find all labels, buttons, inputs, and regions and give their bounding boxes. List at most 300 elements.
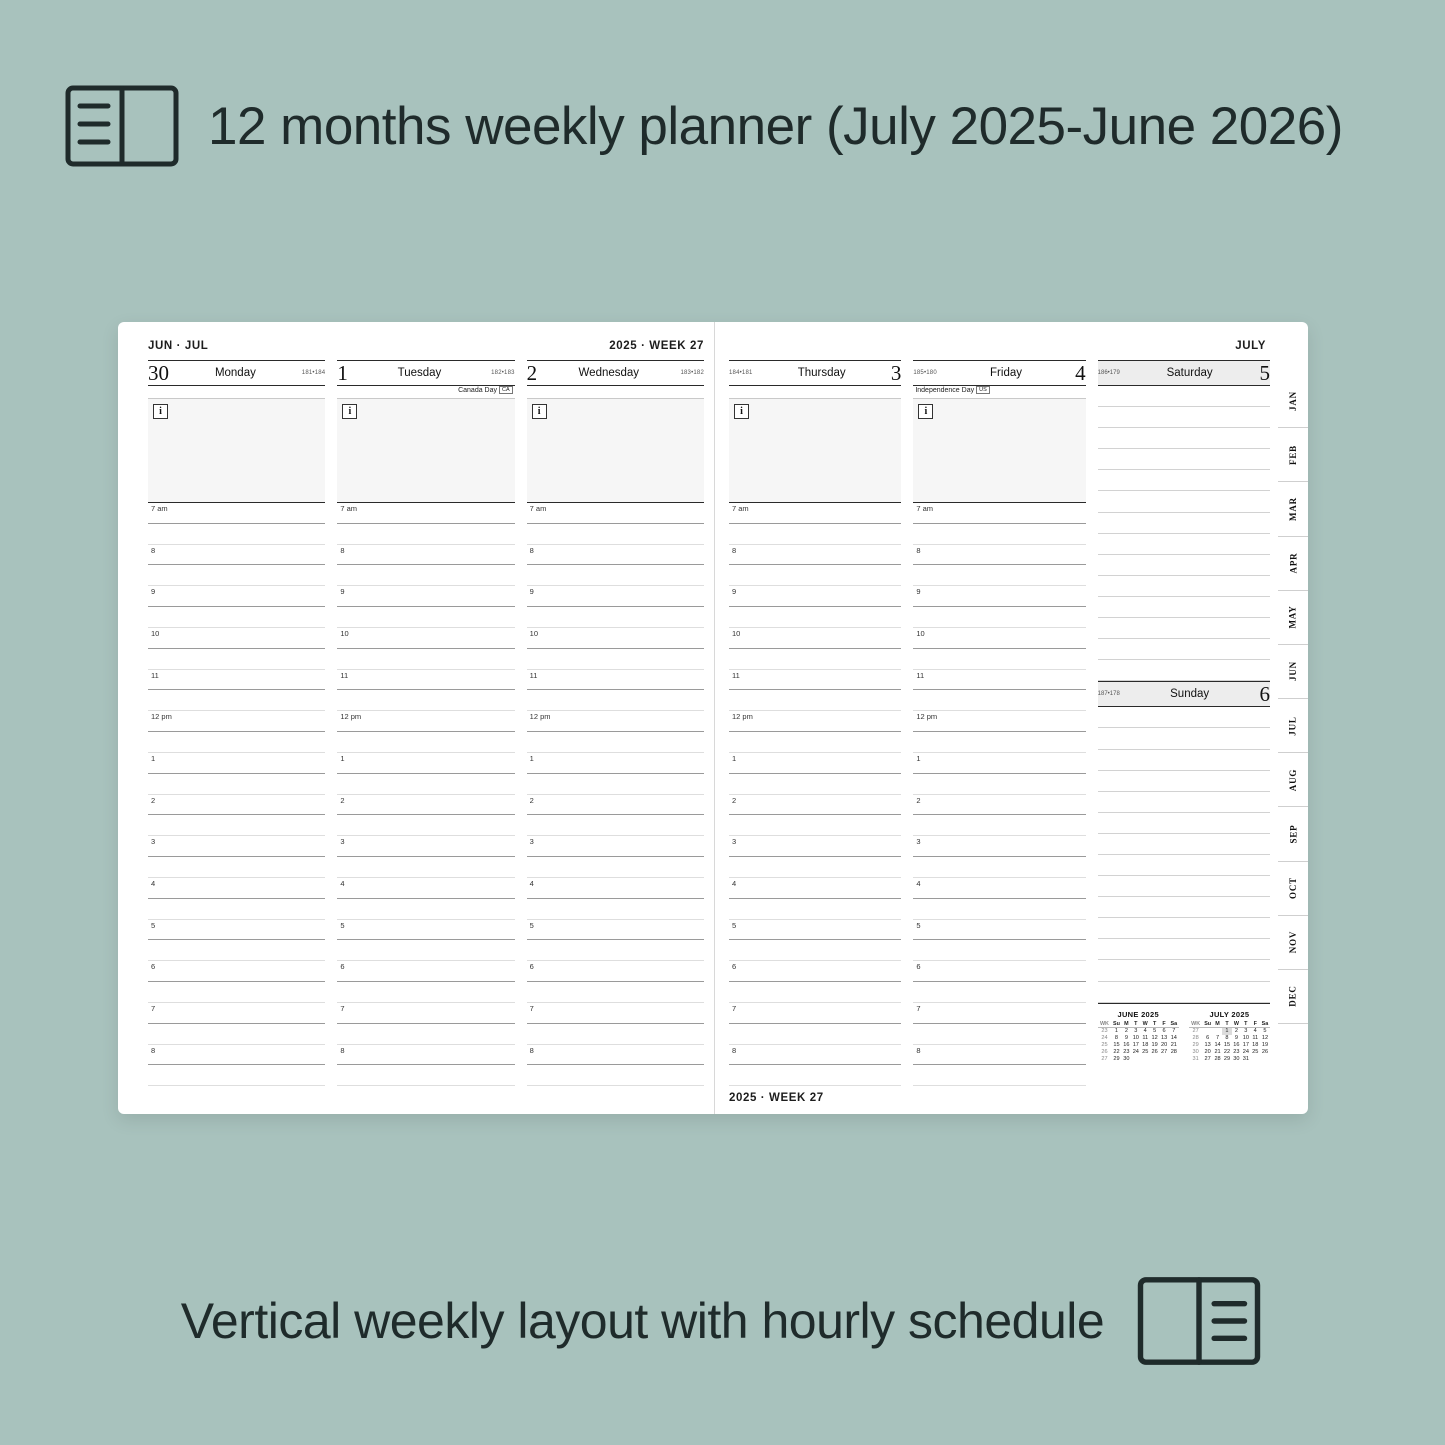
month-tab-label: JAN	[1288, 390, 1298, 411]
half-hour-slot[interactable]	[337, 857, 514, 878]
writing-line[interactable]	[1098, 597, 1270, 618]
hour-grid-thursday[interactable]	[729, 503, 901, 1086]
hour-slot[interactable]	[148, 1045, 325, 1066]
mini-calendar-header-cell: F	[1159, 1021, 1168, 1028]
mini-calendar-day: 16	[1233, 1042, 1240, 1049]
mini-calendar-day: 25	[1142, 1049, 1149, 1056]
hour-slot[interactable]	[337, 795, 514, 816]
half-hour-slot[interactable]	[913, 565, 1085, 586]
mini-calendar-day	[1150, 1056, 1159, 1063]
hour-slot[interactable]	[729, 670, 901, 691]
month-tab-nov[interactable]	[1278, 916, 1308, 970]
hour-slot[interactable]	[913, 753, 1085, 774]
half-hour-slot[interactable]	[527, 524, 704, 545]
mini-calendar-day: 7	[1215, 1034, 1220, 1041]
writing-line[interactable]	[1098, 813, 1270, 834]
hour-slot[interactable]	[527, 878, 704, 899]
holiday-row-thursday	[729, 386, 901, 399]
hour-slot[interactable]	[337, 878, 514, 899]
left-page-header-week: 2025 · WEEK 27	[609, 340, 704, 352]
month-tab-sep[interactable]	[1278, 807, 1308, 861]
half-hour-slot[interactable]	[729, 982, 901, 1003]
hour-slot[interactable]	[337, 670, 514, 691]
half-hour-slot[interactable]	[527, 732, 704, 753]
hour-slot[interactable]	[148, 628, 325, 649]
half-hour-slot[interactable]	[913, 815, 1085, 836]
hour-label: 3	[151, 837, 156, 847]
writing-line[interactable]	[1098, 428, 1270, 449]
hour-slot[interactable]	[729, 1045, 901, 1066]
half-hour-slot[interactable]	[729, 857, 901, 878]
half-hour-slot[interactable]	[913, 774, 1085, 795]
hour-slot[interactable]	[527, 670, 704, 691]
half-hour-slot[interactable]	[527, 857, 704, 878]
half-hour-slot[interactable]	[913, 899, 1085, 920]
hour-slot[interactable]	[729, 795, 901, 816]
mini-calendar-day: 14	[1214, 1042, 1221, 1049]
half-hour-slot[interactable]	[337, 940, 514, 961]
half-hour-slot[interactable]	[729, 1065, 901, 1086]
hour-slot[interactable]	[337, 961, 514, 982]
writing-line[interactable]	[1098, 728, 1270, 749]
mini-calendar-week-row	[1098, 1035, 1179, 1042]
notes-area-friday[interactable]	[913, 399, 1085, 503]
hour-label: 4	[340, 878, 345, 888]
hour-label: 2	[529, 795, 534, 805]
hour-slot[interactable]	[913, 545, 1085, 566]
day-number-tuesday: 1	[337, 360, 348, 385]
mini-calendar-week-row	[1098, 1049, 1179, 1056]
hour-slot[interactable]	[527, 586, 704, 607]
hour-slot[interactable]	[913, 711, 1085, 732]
hour-label: 9	[151, 587, 156, 597]
month-tab-dec[interactable]	[1278, 970, 1308, 1024]
half-hour-slot[interactable]	[729, 524, 901, 545]
mini-calendar-day: 29	[1113, 1056, 1120, 1063]
hour-label: 3	[340, 837, 345, 847]
hour-slot[interactable]	[148, 503, 325, 524]
writing-line[interactable]	[1098, 386, 1270, 407]
half-hour-slot[interactable]	[148, 649, 325, 670]
half-hour-slot[interactable]	[729, 774, 901, 795]
half-hour-slot[interactable]	[913, 940, 1085, 961]
writing-line[interactable]	[1098, 960, 1270, 981]
half-hour-slot[interactable]	[337, 982, 514, 1003]
month-tab-feb[interactable]	[1278, 428, 1308, 482]
hour-slot[interactable]	[148, 753, 325, 774]
hour-label: 4	[151, 878, 156, 888]
hour-slot[interactable]	[527, 753, 704, 774]
mini-calendar-day: 30	[1233, 1056, 1240, 1063]
mini-calendar-header-cell: M	[1122, 1021, 1131, 1028]
hour-label: 4	[916, 878, 921, 888]
day-column-friday[interactable]	[913, 360, 1085, 1086]
mini-calendar-day: 24	[1132, 1049, 1139, 1056]
mini-calendar-day: 13	[1160, 1034, 1168, 1041]
day-name-saturday: Saturday	[1166, 367, 1213, 379]
mini-calendar-header-cell: Su	[1113, 1020, 1120, 1027]
month-tab-may[interactable]	[1278, 591, 1308, 645]
half-hour-slot[interactable]	[729, 732, 901, 753]
mini-calendar-day: 22	[1223, 1049, 1231, 1056]
day-header-saturday	[1098, 360, 1270, 386]
day-column-weekend[interactable]	[1098, 360, 1270, 1086]
half-hour-slot[interactable]	[527, 565, 704, 586]
writing-line[interactable]	[1098, 855, 1270, 876]
mini-calendar-header-cell: WK	[1189, 1021, 1203, 1028]
hour-slot[interactable]	[148, 545, 325, 566]
hour-label: 8	[529, 1045, 534, 1055]
planner-spread	[118, 322, 1308, 1114]
hour-label: 3	[916, 837, 921, 847]
mini-calendar-day: 9	[1124, 1034, 1128, 1041]
writing-line[interactable]	[1098, 771, 1270, 792]
half-hour-slot[interactable]	[337, 774, 514, 795]
hour-slot[interactable]	[729, 753, 901, 774]
half-hour-slot[interactable]	[527, 1024, 704, 1045]
half-hour-slot[interactable]	[729, 565, 901, 586]
month-tab-label: MAR	[1288, 496, 1298, 521]
month-tab-jun[interactable]	[1278, 645, 1308, 699]
writing-line[interactable]	[1098, 707, 1270, 728]
half-hour-slot[interactable]	[913, 607, 1085, 628]
mini-calendar-week-number: 31	[1192, 1056, 1199, 1063]
mini-calendar-week-row	[1189, 1049, 1270, 1056]
writing-line[interactable]	[1098, 534, 1270, 555]
half-hour-slot[interactable]	[337, 690, 514, 711]
holiday-region-tuesday: CA	[499, 386, 513, 394]
writing-line[interactable]	[1098, 918, 1270, 939]
writing-line[interactable]	[1098, 449, 1270, 470]
writing-line[interactable]	[1098, 750, 1270, 771]
half-hour-slot[interactable]	[729, 649, 901, 670]
writing-line[interactable]	[1098, 660, 1270, 681]
hour-slot[interactable]	[337, 711, 514, 732]
half-hour-slot[interactable]	[527, 690, 704, 711]
day-ordinals-thursday: 184•181	[729, 370, 753, 376]
hour-slot[interactable]	[337, 920, 514, 941]
hour-slot[interactable]	[337, 545, 514, 566]
hour-slot[interactable]	[148, 795, 325, 816]
half-hour-slot[interactable]	[148, 565, 325, 586]
hour-slot[interactable]	[913, 670, 1085, 691]
half-hour-slot[interactable]	[148, 774, 325, 795]
half-hour-slot[interactable]	[337, 732, 514, 753]
hour-slot[interactable]	[337, 503, 514, 524]
hour-label: 8	[151, 1045, 156, 1055]
writing-line[interactable]	[1098, 555, 1270, 576]
hour-label: 7 am	[340, 504, 358, 513]
hour-label: 10	[151, 628, 160, 638]
half-hour-slot[interactable]	[913, 649, 1085, 670]
open-book-icon	[62, 78, 182, 174]
writing-line[interactable]	[1098, 897, 1270, 918]
hour-label: 12 pm	[732, 712, 753, 722]
hour-slot[interactable]	[729, 920, 901, 941]
hour-slot[interactable]	[913, 1003, 1085, 1024]
hour-label: 6	[340, 962, 345, 972]
hour-slot[interactable]	[337, 628, 514, 649]
mini-calendar-week-number: 30	[1192, 1049, 1199, 1056]
half-hour-slot[interactable]	[148, 524, 325, 545]
half-hour-slot[interactable]	[337, 815, 514, 836]
hour-slot[interactable]	[148, 670, 325, 691]
hour-slot[interactable]	[913, 836, 1085, 857]
half-hour-slot[interactable]	[148, 1065, 325, 1086]
mini-calendar-day: 9	[1234, 1034, 1238, 1041]
hour-label: 7 am	[151, 504, 168, 513]
mini-calendar-day: 19	[1151, 1042, 1158, 1049]
half-hour-slot[interactable]	[527, 899, 704, 920]
day-column-thursday[interactable]	[729, 360, 901, 1086]
hour-slot[interactable]	[337, 1003, 514, 1024]
hour-slot[interactable]	[729, 836, 901, 857]
hour-slot[interactable]	[337, 586, 514, 607]
hour-slot[interactable]	[527, 545, 704, 566]
half-hour-slot[interactable]	[913, 1024, 1085, 1045]
hour-label: 8	[340, 1045, 345, 1055]
writing-line[interactable]	[1098, 876, 1270, 897]
mini-calendar-day: 1	[1114, 1027, 1119, 1034]
day-number-wednesday: 2	[526, 360, 538, 385]
hour-slot[interactable]	[913, 920, 1085, 941]
hour-slot[interactable]	[527, 961, 704, 982]
day-column-monday[interactable]	[148, 360, 325, 1086]
hour-label: 5	[916, 920, 921, 930]
hour-slot[interactable]	[729, 878, 901, 899]
hour-label: 9	[732, 587, 737, 597]
mini-calendar-day: 17	[1242, 1042, 1249, 1049]
half-hour-slot[interactable]	[337, 1024, 514, 1045]
half-hour-slot[interactable]	[729, 940, 901, 961]
planner-left-page	[118, 322, 714, 1114]
day-header-monday	[148, 360, 325, 386]
mini-calendar-header-cell: W	[1232, 1021, 1241, 1028]
month-tab-index[interactable]	[1278, 374, 1308, 1024]
half-hour-slot[interactable]	[527, 815, 704, 836]
half-hour-slot[interactable]	[337, 899, 514, 920]
month-tab-oct[interactable]	[1278, 862, 1308, 916]
month-tab-mar[interactable]	[1278, 482, 1308, 536]
half-hour-slot[interactable]	[148, 982, 325, 1003]
mini-calendar-day: 21	[1214, 1049, 1221, 1056]
hour-slot[interactable]	[729, 586, 901, 607]
hour-slot[interactable]	[913, 503, 1085, 524]
hour-label: 8	[529, 545, 534, 555]
hour-slot[interactable]	[913, 1045, 1085, 1066]
half-hour-slot[interactable]	[729, 899, 901, 920]
hour-slot[interactable]	[148, 836, 325, 857]
hour-slot[interactable]	[148, 878, 325, 899]
page-subtitle: Vertical weekly layout with hourly schedule	[180, 1293, 1105, 1349]
mini-calendar-day	[1202, 1027, 1212, 1035]
hour-slot[interactable]	[527, 503, 704, 524]
hour-slot[interactable]	[729, 1003, 901, 1024]
hour-label: 6	[529, 962, 534, 972]
mini-calendar-week-row	[1098, 1042, 1179, 1049]
writing-line[interactable]	[1098, 407, 1270, 428]
half-hour-slot[interactable]	[527, 649, 704, 670]
notes-area-monday[interactable]	[148, 399, 325, 503]
mini-calendar-header-cell: T	[1241, 1021, 1250, 1028]
hour-slot[interactable]	[729, 503, 901, 524]
month-tab-aug[interactable]	[1278, 753, 1308, 807]
writing-line[interactable]	[1098, 491, 1270, 512]
hour-slot[interactable]	[148, 961, 325, 982]
hour-slot[interactable]	[527, 1003, 704, 1024]
half-hour-slot[interactable]	[913, 857, 1085, 878]
notes-area-thursday[interactable]	[729, 399, 901, 503]
mini-calendar-week-number: 24	[1101, 1034, 1108, 1041]
mini-calendar-day: 21	[1170, 1042, 1177, 1049]
hour-slot[interactable]	[913, 795, 1085, 816]
half-hour-slot[interactable]	[148, 815, 325, 836]
half-hour-slot[interactable]	[148, 940, 325, 961]
mini-calendar-day: 23	[1233, 1049, 1240, 1056]
hour-slot[interactable]	[729, 711, 901, 732]
half-hour-slot[interactable]	[729, 690, 901, 711]
day-ordinals-wednesday: 183•182	[680, 370, 704, 376]
hour-slot[interactable]	[148, 586, 325, 607]
writing-line[interactable]	[1098, 513, 1270, 534]
writing-line[interactable]	[1098, 834, 1270, 855]
month-tab-label: FEB	[1288, 444, 1298, 465]
half-hour-slot[interactable]	[337, 1065, 514, 1086]
hour-slot[interactable]	[527, 920, 704, 941]
month-tab-jan[interactable]	[1278, 374, 1308, 428]
hour-slot[interactable]	[913, 628, 1085, 649]
writing-line[interactable]	[1098, 639, 1270, 660]
half-hour-slot[interactable]	[913, 982, 1085, 1003]
hour-slot[interactable]	[337, 1045, 514, 1066]
hour-label: 8	[916, 545, 921, 555]
half-hour-slot[interactable]	[337, 524, 514, 545]
mini-calendar-day: 5	[1263, 1027, 1267, 1034]
right-page-footer: 2025 · WEEK 27	[729, 1092, 824, 1104]
day-name-friday: Friday	[990, 367, 1022, 379]
hour-slot[interactable]	[148, 920, 325, 941]
day-number-thursday: 3	[890, 360, 902, 385]
half-hour-slot[interactable]	[527, 982, 704, 1003]
hour-slot[interactable]	[913, 961, 1085, 982]
half-hour-slot[interactable]	[913, 524, 1085, 545]
hour-slot[interactable]	[527, 836, 704, 857]
day-column-wednesday[interactable]	[527, 360, 704, 1086]
day-header-tuesday	[337, 360, 514, 386]
half-hour-slot[interactable]	[148, 732, 325, 753]
hour-grid-monday[interactable]	[148, 503, 325, 1086]
half-hour-slot[interactable]	[337, 607, 514, 628]
hour-grid-friday[interactable]	[913, 503, 1085, 1086]
hour-label: 7 am	[916, 504, 934, 513]
hour-label: 6	[732, 962, 737, 972]
notes-area-tuesday[interactable]	[337, 399, 514, 503]
hour-label: 11	[916, 670, 925, 680]
half-hour-slot[interactable]	[148, 899, 325, 920]
hour-label: 11	[340, 670, 349, 680]
hour-slot[interactable]	[527, 628, 704, 649]
mini-calendar-day: 7	[1172, 1027, 1176, 1034]
month-tab-jul[interactable]	[1278, 699, 1308, 753]
hour-label: 2	[340, 795, 345, 805]
writing-line[interactable]	[1098, 470, 1270, 491]
writing-line[interactable]	[1098, 982, 1270, 1003]
day-header-thursday	[729, 360, 901, 386]
half-hour-slot[interactable]	[527, 774, 704, 795]
saturday-writing-lines[interactable]	[1098, 386, 1270, 681]
hour-label: 10	[529, 628, 538, 638]
mini-calendar-day	[1169, 1056, 1179, 1063]
half-hour-slot[interactable]	[729, 1024, 901, 1045]
half-hour-slot[interactable]	[729, 815, 901, 836]
mini-calendar-week-number: 25	[1101, 1042, 1108, 1049]
hour-slot[interactable]	[337, 753, 514, 774]
half-hour-slot[interactable]	[527, 940, 704, 961]
holiday-label-tuesday: Canada Day	[458, 387, 498, 394]
hour-slot[interactable]	[729, 545, 901, 566]
mini-calendar-header-cell: F	[1251, 1021, 1260, 1028]
hour-slot[interactable]	[913, 878, 1085, 899]
writing-line[interactable]	[1098, 792, 1270, 813]
mini-calendar-day: 24	[1242, 1049, 1249, 1056]
month-tab-label: AUG	[1288, 768, 1298, 791]
day-column-tuesday[interactable]	[337, 360, 514, 1086]
mini-calendar-week-row	[1098, 1056, 1179, 1063]
hour-slot[interactable]	[527, 711, 704, 732]
hour-slot[interactable]	[913, 586, 1085, 607]
hour-slot[interactable]	[729, 628, 901, 649]
hour-label: 4	[732, 878, 737, 888]
writing-line[interactable]	[1098, 576, 1270, 597]
mini-calendar-week-number: 27	[1192, 1027, 1199, 1034]
hour-slot[interactable]	[729, 961, 901, 982]
hour-slot[interactable]	[527, 1045, 704, 1066]
half-hour-slot[interactable]	[913, 690, 1085, 711]
half-hour-slot[interactable]	[148, 1024, 325, 1045]
mini-calendar-day: 18	[1252, 1042, 1259, 1049]
half-hour-slot[interactable]	[913, 732, 1085, 753]
half-hour-slot[interactable]	[148, 857, 325, 878]
half-hour-slot[interactable]	[913, 1065, 1085, 1086]
hour-slot[interactable]	[527, 795, 704, 816]
month-tab-apr[interactable]	[1278, 537, 1308, 591]
notes-area-wednesday[interactable]	[527, 399, 704, 503]
hour-slot[interactable]	[148, 711, 325, 732]
half-hour-slot[interactable]	[527, 1065, 704, 1086]
half-hour-slot[interactable]	[729, 607, 901, 628]
half-hour-slot[interactable]	[148, 607, 325, 628]
mini-calendar-header-cell: WK	[1098, 1021, 1112, 1028]
hour-slot[interactable]	[148, 1003, 325, 1024]
hour-label: 8	[732, 1045, 737, 1055]
hour-label: 7	[151, 1003, 156, 1013]
hour-grid-tuesday[interactable]	[337, 503, 514, 1086]
holiday-row-tuesday	[337, 386, 514, 399]
half-hour-slot[interactable]	[337, 565, 514, 586]
half-hour-slot[interactable]	[527, 607, 704, 628]
mini-calendar-day	[1213, 1027, 1222, 1035]
half-hour-slot[interactable]	[148, 690, 325, 711]
hour-label: 6	[151, 962, 156, 972]
hour-grid-wednesday[interactable]	[527, 503, 704, 1086]
hour-label: 8	[340, 545, 345, 555]
sunday-writing-lines[interactable]	[1098, 707, 1270, 1002]
mini-calendar-day: 23	[1123, 1049, 1130, 1056]
writing-line[interactable]	[1098, 939, 1270, 960]
half-hour-slot[interactable]	[337, 649, 514, 670]
writing-line[interactable]	[1098, 618, 1270, 639]
hour-slot[interactable]	[337, 836, 514, 857]
